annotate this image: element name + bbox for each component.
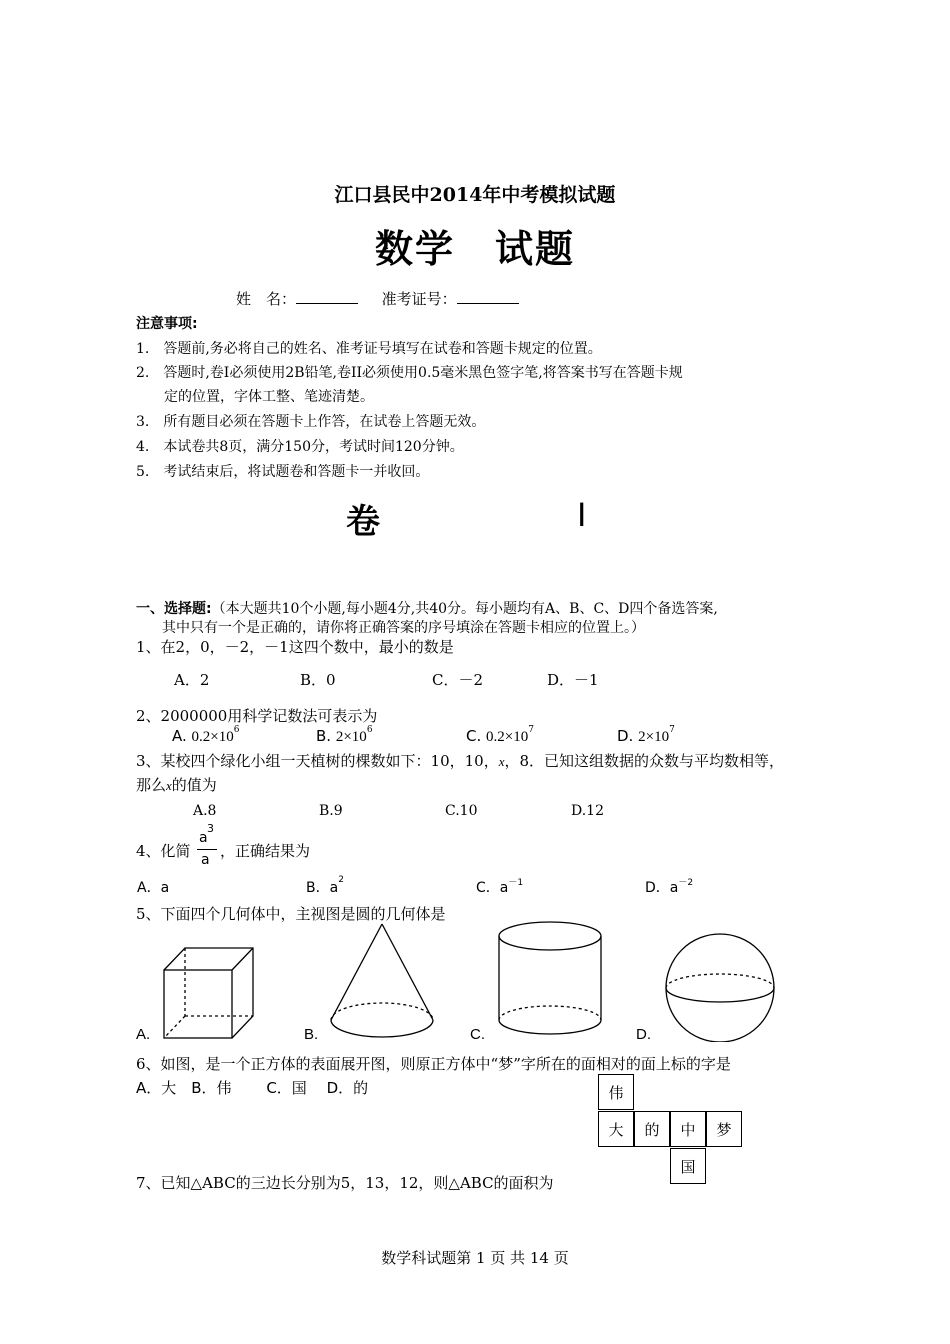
q2-exp-b: 6 [366,725,373,735]
cylinder-figure [495,918,625,1046]
q4-option-a-text: A．a [137,880,170,896]
q3-var: x [498,754,505,769]
net-cell-de: 的 [634,1111,670,1147]
q5-label-a: A. [136,1026,151,1043]
q3-stem-c: 那么 [136,776,167,794]
q4-option-c-text: C．a [476,880,509,896]
net-cell-zhong: 中 [670,1111,706,1147]
q4-option-b-text: B．a [306,880,339,896]
q1-option-d: D．－1 [547,671,599,689]
q4-denominator: a [201,852,210,868]
q4-stem-a: 4、化简 [136,842,191,860]
q2-exp-d: 7 [669,725,675,735]
q4-option-b [306,877,344,897]
cone-figure [331,924,433,1037]
q3-stem-a: 3、某校四个绿化小组一天植树的棵数如下：10，10， [136,752,499,770]
name-blank [296,289,358,304]
q6-options: A．大 B．伟 C．国 D．的 [136,1079,369,1097]
q1-option-a: A．2 [174,671,210,689]
q2-option-c [466,727,534,746]
section1-line2: 其中只有一个是正确的，请你将正确答案的序号填涂在答题卡相应的位置上。） [162,620,645,636]
q1-option-b: B．0 [300,671,336,689]
candidate-info [236,288,519,309]
volume-label: 卷 [346,502,380,542]
q4-numerator-exp: 3 [207,822,214,835]
q3-option-d: D.12 [571,803,604,819]
sphere-figure [660,930,780,1042]
q4-option-a [137,877,169,897]
q3-option-c: C.10 [445,803,478,819]
q4-fraction [197,824,219,874]
section1-line1 [136,598,718,618]
q2-value-c: 0.2×10 [486,729,529,745]
notice-item-5: 5. 考试结束后，将试题卷和答题卡一并收回。 [136,464,430,480]
notice-item-3: 3. 所有题目必须在答题卡上作答，在试卷上答题无效。 [136,414,486,430]
notice-item-1: 1. 答题前,务必将自己的姓名、准考证号填写在试卷和答题卡规定的位置。 [136,341,602,357]
q7-stem: 7、已知△ABC的三边长分别为5，13，12，则△ABC的面积为 [136,1174,554,1192]
net-cell-meng: 梦 [706,1111,742,1147]
q2-exp-a: 6 [233,725,240,735]
q2-value-d: 2×10 [638,729,670,745]
notice-item-2: 2. 答题时,卷I必须使用2B铅笔,卷II必须使用0.5毫米黑色签字笔,将答案书写在答题卡规 [136,365,683,381]
q4-stem-b: ，正确结果为 [220,842,311,860]
net-cell-guo: 国 [670,1148,706,1184]
q3-stem-d: 的值为 [171,776,217,794]
q2-label-c: C. [466,727,482,745]
q4-option-b-exp: 2 [338,875,344,885]
q4-option-d-text: D．a [645,880,679,896]
net-cell-wei: 伟 [598,1074,634,1110]
subject-title: 数学 试题 [374,227,575,271]
volume-numeral: Ⅰ [577,496,587,534]
q4-option-d-exp: －2 [678,878,694,888]
net-cell-da: 大 [598,1111,634,1147]
q5-label-c: C. [470,1026,485,1043]
q3-stem-b: ，8．已知这组数据的众数与平均数相等， [504,752,785,770]
notice-item-4: 4. 本试卷共8页，满分150分，考试时间120分钟。 [136,439,464,455]
q6-stem: 6、如图，是一个正方体的表面展开图，则原正方体中“梦”字所在的面相对的面上标的字是 [136,1055,731,1073]
id-blank [457,289,519,304]
q5-stem: 5、下面四个几何体中，主视图是圆的几何体是 [136,905,446,923]
section1-label: 一、选择题: [136,601,212,617]
q3-option-b: B.9 [319,803,343,819]
section1-desc: （本大题共10个小题,每小题4分,共40分。每小题均有A、B、C、D四个备选答案, [211,601,718,617]
q1-stem: 1、在2，0，－2，－1这四个数中，最小的数是 [136,638,454,656]
q2-exp-c: 7 [528,725,534,735]
q1-option-c: C．－2 [432,671,484,689]
q4-option-c [476,877,523,897]
q2-option-a [172,727,240,746]
q4-fraction-bar [197,849,217,850]
q2-label-a: A. [172,727,187,745]
q4-numerator: a [199,830,208,846]
q3-stem-line2 [136,774,217,795]
q3-stem-line1 [136,750,784,771]
exam-title: 江口县民中2014年中考模拟试题 [334,184,616,206]
q2-value-a: 0.2×10 [191,729,234,745]
notice-heading: 注意事项: [136,316,198,332]
q4-option-d [645,877,693,897]
q2-label-b: B. [316,727,332,745]
q4-option-c-exp: －1 [508,878,524,888]
cube-net [598,1074,748,1188]
q3-var-2: x [166,778,172,793]
q2-stem: 2、2000000用科学记数法可表示为 [136,707,378,725]
page-footer: 数学科试题第 1 页 共 14 页 [381,1249,569,1267]
q5-label-d: D. [636,1026,651,1043]
id-label: 准考证号： [381,290,457,308]
q3-option-a: A.8 [193,803,217,819]
cube-figure [164,948,253,1038]
q5-label-b: B. [304,1026,319,1043]
q2-value-b: 2×10 [335,729,367,745]
q2-label-d: D. [617,727,634,745]
q2-option-b [316,727,373,746]
notice-item-2-cont: 定的位置，字体工整、笔迹清楚。 [164,389,374,405]
name-label: 姓 名： [236,290,297,308]
q2-option-d [617,727,675,746]
